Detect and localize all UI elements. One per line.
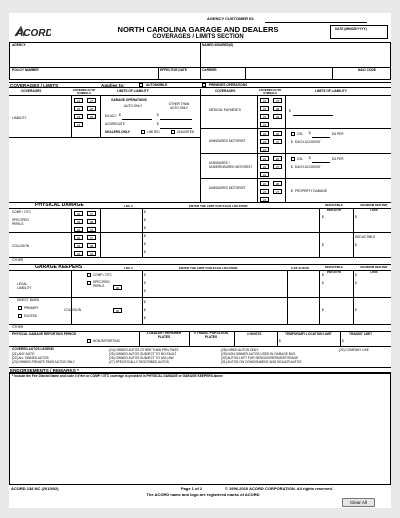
gk-comp-checkbox[interactable] [87,273,91,277]
col-symbols-head-2: COVERED AUTO SYMBOLS [258,88,282,96]
col-coverages-head-2: COVERAGES [215,89,236,93]
agency-field[interactable]: AGENCY [12,43,26,47]
ea-acc-label: EA ACC [105,114,117,118]
registered-marks: The ACORD name and logo are registered marks of ACORD [146,492,260,497]
col-limits-head: LIMITS OF LIABILITY [117,89,149,93]
automobile-checkbox[interactable] [139,83,143,87]
dealer-plates-label: # DEALER / REPAIRER PLATES [146,331,182,339]
reporting-period-label: PHYSICAL DAMAGE REPORTING PERIOD [12,332,77,336]
medical-payments-label: MEDICAL PAYMENTS [209,108,241,112]
dealers-only-label: DEALERS ONLY: [105,130,131,134]
um-each-accident-label: EACH ACCIDENT [295,140,321,144]
trans-plates-label: # TRANS- PORTATION PLATES [194,331,228,339]
remarks-note: * Include the Fire District Name and code # if fire or COMP / OTC coverage is provided in PHYSICAL DAMAGE or GARAGE KEEPERS above [12,374,223,378]
uninsured-pd-label: UNINSURED MOTORIST [209,186,246,190]
pd-collision-label: COLLISION [12,244,30,248]
gk-direct-basis-label: DIRECT BASIS [17,298,40,302]
gk-other-label: OTHER [12,325,24,329]
limited-label: LIMITED [147,130,160,134]
uim-csl-checkbox[interactable] [291,157,295,161]
form-page: AGENCY CUSTOMER ID: ACORD NORTH CAROLINA GARAGE AND DEALERS COVERAGES / LIMITS SECTION DATE (MM/DD/YYYY) AGENCY NAMED INSURED(S) POLICY NUMBER EFFECTIVE DATE CARRIER NAIC CODE COVERAGES / LIMITS Applies to: AUTOMOBILE PREMISES OPERATIONS COVERAGES COVERED AUTO SYMBOLS LIMITS OF LIABILITY COVERAGES COVERED AUTO SYMBOLS LIMITS OF LIABILITY LIABILITY 21 27 22 28 23 29 24 GARAGE OPERATIONS AUTO ONLY OTHER THAN AUTO ONLY EA ACC $ $ AGGREGATE $ DEALERS ONLY: LIMITED UNLIMITED MEDICAL PAYMENTS 21 27 22 28 23 29 24 $ UNINSURED MOTORIST 22 26 23 27 24 CSL $ EA PER $ EACH ACCIDENT UNINSURED / UNDERINSURED MOTORIST 22 26 23 27 24 CSL $ EA PER $ EACH ACCIDENT UNINSURED MOTORIST 22 26 23 27 24 $ PROPERTY DAMAGE PHYSICAL DAMAGE LOC # ENTER THE LIMIT FOR EACH LOCATION DEDUCTIBLE PER AUTO MAXIMUM DED PER LOSS COMP / OTC SPECIFIED PERILS 22 27 23 28 24 31 $ $ $ $ $ COLLISION 22 27 23 28 24 31 $ $ $ DEDUCTIBLE $ $ OTHER GARAGE KEEPERS LOC # ENTER THE LIMIT FOR EACH LOCATION # OF AUTOS DEDUCTIBLE PER AUTO MAXIMUM DED PER LOSS LEGAL LIABILITY COMP / OTC SPECIFIED PERILS 30 $ $ $ $ $ $ $ DIRECT BASIS PRIMARY EXCESS COLLISION 30 $ $ $ $ $ OTHER PHYSICAL DAMAGE REPORTING PERIOD NON-REPORTING # DEALER / REPAIRER PLATES # TRANS- PORTATION PLATES # HOISTS TEMPORARY LOCATION LIMIT TRANSIT LIMIT $ $ COVERED AUTOS LEGEND (21) ANY AUTO (22) ALL OWNED AUTOS (23) OWNED PRIVATE PASS AUTOS ONLY (24) OWNED AUTOS OTHER THAN PRIV PASS (25) OWNED AUTOS SUBJECT TO NO-FAULT (26) OWNED AUTOS SUBJECT TO UM LAW (27) SPECIFICALLY DESCRIBED AUTOS (28) HIRED AUTOS ONLY (29) NON-OWNED AUTOS USED IN GARAGE BUS (30) AUTOS LEFT FOR SERVICE/REPAIR/STORAGE (31) AUTOS ON CONSIGNMENT AND DEALER AUTOS (32) COMPANY USE ENDORSEMENTS / REMARKS * * Include the Fire District Name and code # if fire or COMP / OTC coverage is provided in PHYSICAL DAMAGE or GARAGE KEEPERS above ACORD 138 NC (2010/02) Page 1 of 2 © 1996-2010 ACORD CORPORATION. All rights reserved. The ACORD name and logo are registered marks of ACORD Clear All [9,13,391,508]
copyright: © 1996-2010 ACORD CORPORATION. All rights reserved. [225,486,333,491]
property-damage-label: PROPERTY DAMAGE [295,189,328,193]
page-number: Page 1 of 2 [181,486,203,491]
gk-primary-checkbox[interactable] [18,306,22,310]
limited-checkbox[interactable] [141,130,145,134]
physical-damage-header: PHYSICAL DAMAGE LOC # ENTER THE LIMIT FOR EACH LOCATION DEDUCTIBLE PER AUTO MAXIMUM DED PER LOSS [9,202,391,209]
liability-label: LIABILITY [12,116,27,120]
form-subtitle: COVERAGES / LIMITS SECTION [152,34,244,40]
named-insured-field[interactable]: NAMED INSURED(S) [202,43,234,47]
gk-specified-checkbox[interactable] [87,281,91,285]
col-limits-head-2: LIMITS OF LIABILITY [315,89,347,93]
form-title: NORTH CAROLINA GARAGE AND DEALERS [117,25,279,34]
carrier-field[interactable]: CARRIER [202,68,217,72]
covered-autos-legend-title: COVERED AUTOS LEGEND [12,347,54,351]
gk-excess-checkbox[interactable] [18,314,22,318]
uim-csl-field[interactable] [312,162,330,163]
non-reporting-checkbox[interactable] [87,339,91,343]
um-csl-checkbox[interactable] [291,132,295,136]
auto-only-label: AUTO ONLY [124,104,143,108]
date-field[interactable]: DATE (MM/DD/YYYY) [330,25,388,39]
premises-label: PREMISES OPERATIONS [209,83,248,87]
automobile-label: AUTOMOBILE [146,83,168,87]
coverages-section-header: COVERAGES / LIMITS Applies to: [9,82,391,88]
unlimited-label: UNLIMITED [177,130,195,134]
aggregate-field[interactable] [160,128,192,129]
pd-collision-deductible-label: DEDUCTIBLE [355,235,376,239]
temp-location-label: TEMPORARY LOCATION LIMIT [285,332,332,336]
form-number: ACORD 138 NC (2010/02) [11,486,59,491]
medical-payments-field[interactable] [293,115,333,116]
uninsured-motorist-label: UNINSURED MOTORIST [209,139,246,143]
um-csl-field[interactable] [312,137,330,138]
garage-keepers-header: GARAGE KEEPERS LOC # ENTER THE LIMIT FOR EACH LOCATION # OF AUTOS DEDUCTIBLE PER AUTO MAXIMUM DED PER LOSS [9,264,391,271]
pd-comp-label: COMP / OTC [12,210,31,214]
garage-operations-label: GARAGE OPERATIONS [111,98,147,102]
remarks-textarea[interactable] [9,373,391,485]
agency-customer-id-label: AGENCY CUSTOMER ID: [207,16,255,21]
gk-collision-label: COLLISION [64,308,82,312]
customer-id-field[interactable] [265,22,367,23]
col-symbols-head: COVERED AUTO SYMBOLS [72,88,96,96]
clear-all-button[interactable]: Clear All [342,498,375,507]
endorsements-header: ENDORSEMENTS / REMARKS * [9,367,391,373]
underinsured-label: UNINSURED / UNDERINSURED MOTORIST [209,161,253,169]
premises-checkbox[interactable] [202,83,206,87]
aggregate-label: AGGREGATE [105,122,125,126]
pd-other-label: OTHER [12,258,24,262]
unlimited-checkbox[interactable] [171,130,175,134]
gk-legal-liability-label: LEGAL LIABILITY [17,282,32,290]
acord-logo [13,25,51,38]
other-than-auto-label: OTHER THAN AUTO ONLY [168,102,190,110]
transit-limit-label: TRANSIT LIMIT [349,332,373,336]
hoists-label: # HOISTS [247,332,262,336]
col-coverages-head: COVERAGES [21,89,42,93]
naic-code-field[interactable]: NAIC CODE [358,68,376,72]
ea-acc-other-field[interactable] [160,119,192,120]
svg-text:ACORD: ACORD [16,28,51,38]
ea-acc-auto-field[interactable] [122,119,152,120]
pd-specified-label: SPECIFIED PERILS [12,218,29,226]
effective-date-field[interactable]: EFFECTIVE DATE [160,68,187,72]
policy-number-field[interactable]: POLICY NUMBER [12,68,39,72]
